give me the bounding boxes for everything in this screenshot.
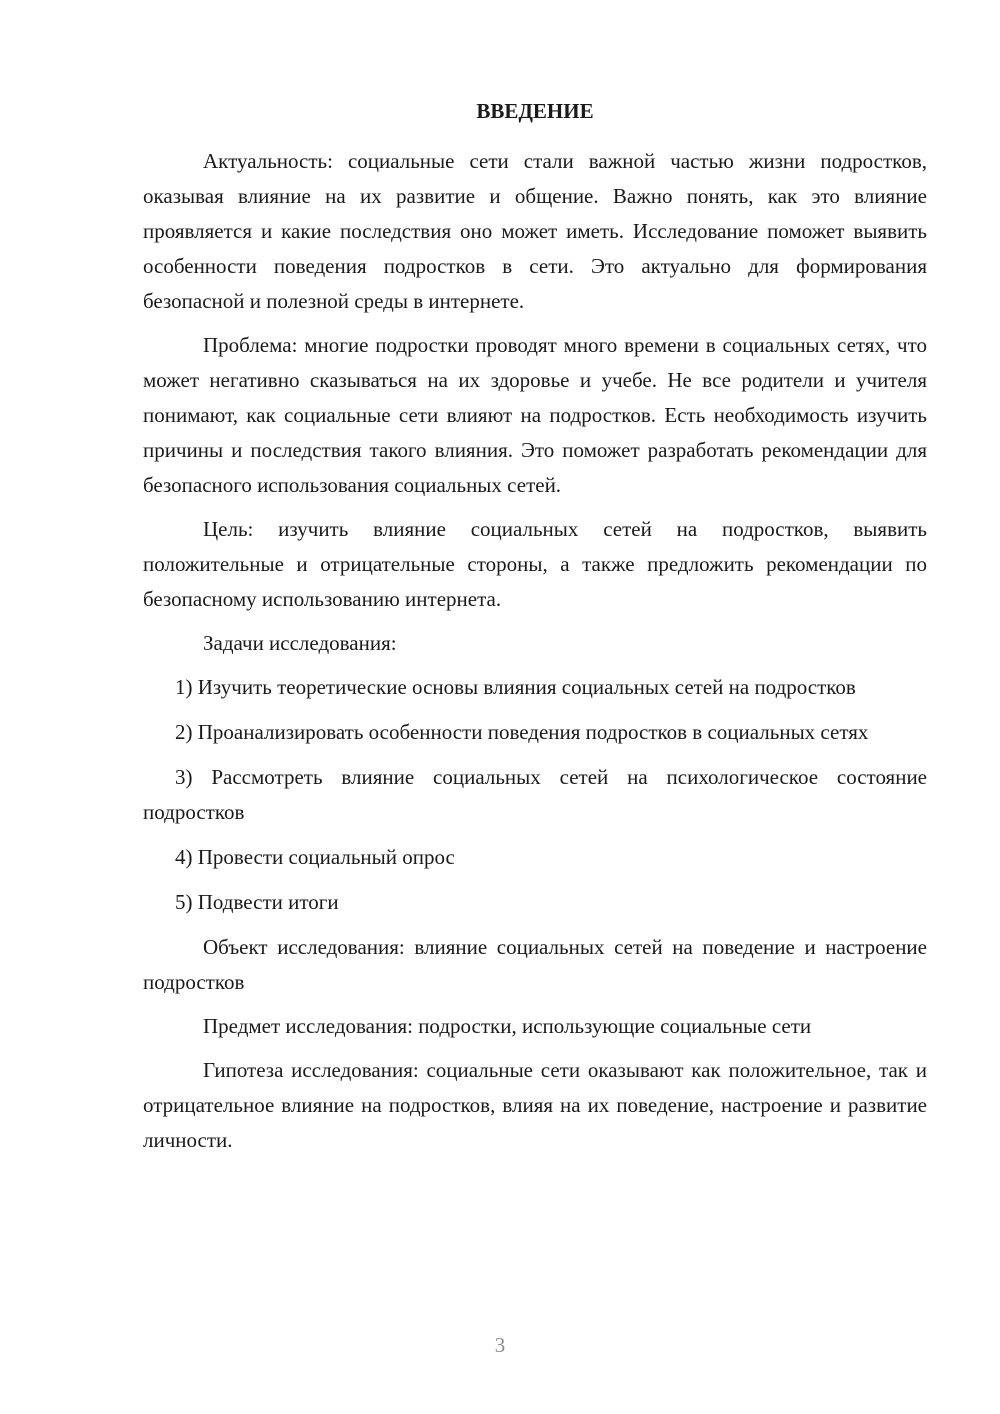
task-item: 2) Проанализировать особенности поведения подростков в социальных сетях (175, 720, 869, 744)
goal-paragraph: Цель: изучить влияние социальных сетей на подростков, выявить положительные и отрицательные стороны, а также предложить рекомендации по безопасному использованию интернета. (143, 517, 927, 611)
problem-paragraph: Проблема: многие подростки проводят много времени в социальных сетях, что может негативно сказываться на их здоровье и учебе. Не все родители и учителя понимают, как социальные сети влияют на подростков. Есть необходимость изучить причины и последствия такого влияния. Это поможет разработать рекомендации для безопасного использования социальных сетей. (143, 333, 927, 497)
page-number: 3 (494, 1333, 506, 1357)
object-paragraph: Объект исследования: влияние социальных сетей на поведение и настроение подростков (143, 935, 927, 994)
task-item: 3) Рассмотреть влияние социальных сетей на психологическое состояние подростков (143, 765, 927, 824)
tasks-heading: Задачи исследования: (203, 631, 397, 655)
subject-paragraph: Предмет исследования: подростки, использующие социальные сети (203, 1014, 812, 1038)
task-item: 4) Провести социальный опрос (175, 845, 455, 869)
task-item: 1) Изучить теоретические основы влияния социальных сетей на подростков (175, 675, 856, 699)
hypothesis-paragraph: Гипотеза исследования: социальные сети оказывают как положительное, так и отрицательное влияние на подростков, влияя на их поведение, настроение и развитие личности. (143, 1058, 927, 1152)
relevance-paragraph: Актуальность: социальные сети стали важной частью жизни подростков, оказывая влияние на их развитие и общение. Важно понять, как это влияние проявляется и какие последствия оно может иметь. Исследование поможет выявить особенности поведения подростков в сети. Это актуально для формирования безопасной и полезной среды в интернете. (143, 149, 927, 313)
document-page (143, 96, 927, 1167)
section-heading: ВВЕДЕНИЕ (476, 99, 594, 123)
task-item: 5) Подвести итоги (175, 890, 339, 914)
